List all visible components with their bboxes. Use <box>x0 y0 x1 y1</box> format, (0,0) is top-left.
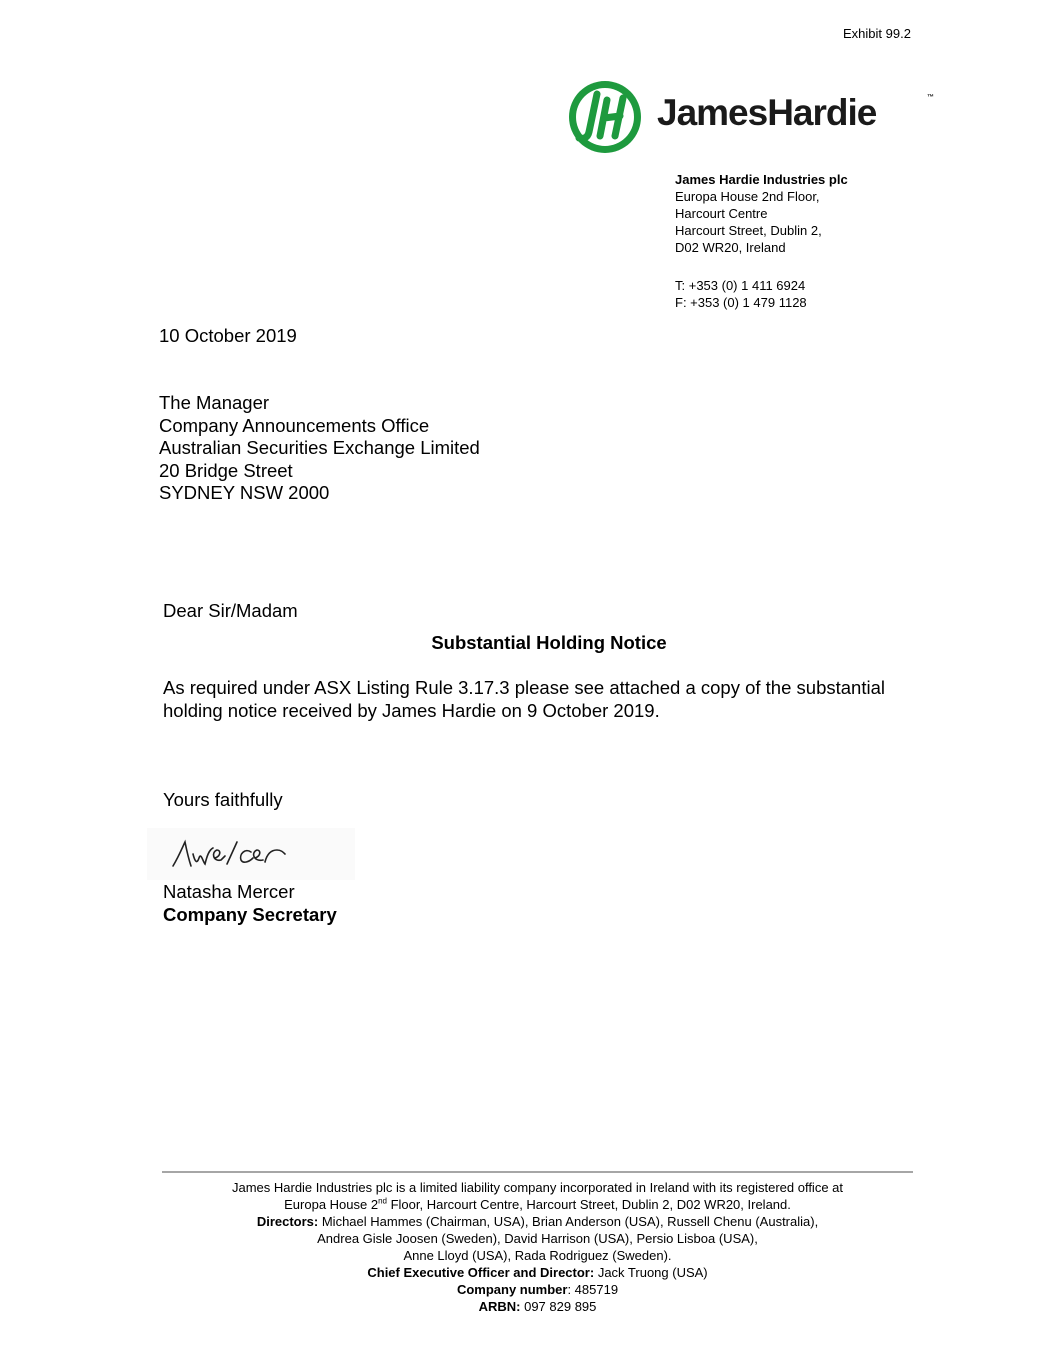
exhibit-label: Exhibit 99.2 <box>843 26 911 41</box>
footer-text: Jack Truong (USA) <box>594 1265 708 1280</box>
letter-body <box>163 677 938 722</box>
body-line: As required under ASX Listing Rule 3.17.3 please see attached a copy of the substantial <box>163 677 885 698</box>
footer-line: Anne Lloyd (USA), Rada Rodriguez (Sweden). <box>403 1248 672 1263</box>
recipient-address <box>159 392 480 505</box>
footer-company-number <box>162 1281 913 1298</box>
footer-divider <box>162 1171 913 1173</box>
logo-wordmark: JamesHardie <box>657 92 877 133</box>
signer-block <box>163 881 337 926</box>
jh-monogram-icon <box>567 78 645 156</box>
footer-line: James Hardie Industries plc is a limited liability company incorporated in Ireland with its registered office at <box>231 1180 844 1195</box>
contact-block <box>675 277 807 311</box>
footer-directors <box>162 1213 913 1230</box>
company-logo <box>567 78 937 156</box>
footer-line <box>162 1196 913 1213</box>
fax-number: F: +353 (0) 1 479 1128 <box>675 295 807 310</box>
footer-ceo <box>162 1264 913 1281</box>
signer-title: Company Secretary <box>163 903 337 925</box>
company-number-label: Company number <box>456 1282 568 1297</box>
address-line: Harcourt Centre <box>675 206 768 221</box>
footer-arbn <box>162 1298 913 1315</box>
signature-image <box>147 828 355 880</box>
letter-subject: Substantial Holding Notice <box>431 632 667 653</box>
footer-text: : 485719 <box>567 1282 619 1297</box>
footer-line: Andrea Gisle Joosen (Sweden), David Harrison (USA), Persio Lisboa (USA), <box>317 1231 758 1246</box>
company-name: James Hardie Industries plc <box>675 172 848 187</box>
trademark-symbol: ™ <box>927 94 934 101</box>
footer-text: 097 829 895 <box>520 1299 597 1314</box>
ceo-label: Chief Executive Officer and Director: <box>367 1265 595 1280</box>
closing: Yours faithfully <box>163 789 283 810</box>
footer-text: Michael Hammes (Chairman, USA), Brian Anderson (USA), Russell Chenu (Australia), <box>318 1214 819 1229</box>
salutation: Dear Sir/Madam <box>163 600 298 621</box>
footer-legal-notice <box>162 1179 913 1315</box>
phone-number: T: +353 (0) 1 411 6924 <box>675 278 806 293</box>
recipient-line: Australian Securities Exchange Limited <box>159 437 480 458</box>
letter-date: 10 October 2019 <box>159 325 297 346</box>
address-line: Europa House 2nd Floor, <box>675 189 820 204</box>
signer-name: Natasha Mercer <box>163 881 295 902</box>
recipient-line: The Manager <box>159 392 270 413</box>
footer-text: Europa House 2 <box>284 1197 379 1212</box>
address-line: D02 WR20, Ireland <box>675 240 786 255</box>
recipient-line: Company Announcements Office <box>159 414 430 436</box>
footer-superscript: nd <box>378 1196 387 1206</box>
footer-text: Floor, Harcourt Centre, Harcourt Street, Dublin 2, D02 WR20, Ireland. <box>386 1197 791 1212</box>
recipient-line: SYDNEY NSW 2000 <box>159 482 330 503</box>
address-line: Harcourt Street, Dublin 2, <box>675 223 822 238</box>
company-address-block <box>675 171 848 256</box>
body-line: holding notice received by James Hardie on 9 October 2019. <box>163 699 660 721</box>
recipient-line: 20 Bridge Street <box>159 459 293 481</box>
arbn-label: ARBN: <box>478 1299 521 1314</box>
directors-label: Directors: <box>256 1214 319 1229</box>
